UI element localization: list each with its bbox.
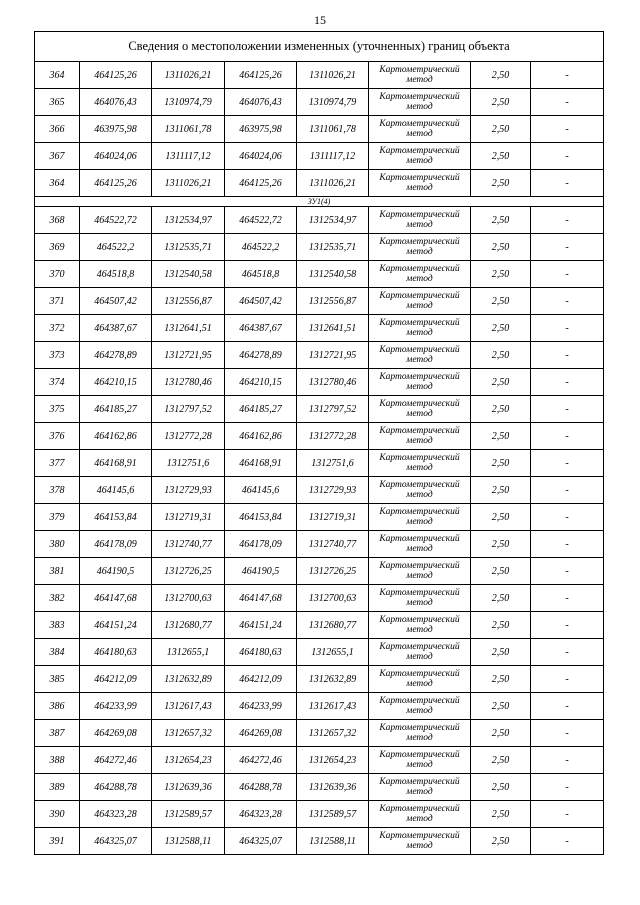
- accuracy-cell: 2,50: [471, 116, 531, 143]
- x-refined-cell: 464522,2: [225, 234, 297, 261]
- table-row: [35, 170, 604, 197]
- accuracy-cell: 2,50: [471, 747, 531, 774]
- table-row: [35, 585, 604, 612]
- boundary-coordinates-table-wrap: [34, 31, 603, 855]
- accuracy-cell: 2,50: [471, 477, 531, 504]
- table-row: [35, 396, 604, 423]
- note-cell: -: [531, 477, 604, 504]
- table-row: [35, 558, 604, 585]
- note-cell: -: [531, 143, 604, 170]
- determination-method-cell: Картометрический метод: [369, 720, 471, 747]
- table-row: [35, 423, 604, 450]
- note-cell: -: [531, 747, 604, 774]
- y-existing-cell: 1312700,63: [152, 585, 225, 612]
- accuracy-cell: 2,50: [471, 693, 531, 720]
- point-number-cell: 388: [35, 747, 80, 774]
- determination-method-cell: Картометрический метод: [369, 288, 471, 315]
- x-existing-cell: 464278,89: [80, 342, 152, 369]
- y-refined-cell: 1312556,87: [297, 288, 369, 315]
- accuracy-cell: 2,50: [471, 369, 531, 396]
- x-existing-cell: 464168,91: [80, 450, 152, 477]
- point-number-cell: 381: [35, 558, 80, 585]
- note-cell: -: [531, 288, 604, 315]
- x-refined-cell: 464323,28: [225, 801, 297, 828]
- x-existing-cell: 464233,99: [80, 693, 152, 720]
- x-existing-cell: 464190,5: [80, 558, 152, 585]
- table-row: [35, 288, 604, 315]
- y-refined-cell: 1312721,95: [297, 342, 369, 369]
- point-number-cell: 379: [35, 504, 80, 531]
- y-existing-cell: 1312632,89: [152, 666, 225, 693]
- y-refined-cell: 1311026,21: [297, 62, 369, 89]
- y-refined-cell: 1312639,36: [297, 774, 369, 801]
- y-existing-cell: 1312657,32: [152, 720, 225, 747]
- y-refined-cell: 1312726,25: [297, 558, 369, 585]
- accuracy-cell: 2,50: [471, 558, 531, 585]
- y-refined-cell: 1312641,51: [297, 315, 369, 342]
- note-cell: -: [531, 828, 604, 855]
- note-cell: -: [531, 315, 604, 342]
- table-row: [35, 369, 604, 396]
- y-existing-cell: 1312797,52: [152, 396, 225, 423]
- section-label: ЗУ1(4): [35, 197, 604, 207]
- x-refined-cell: 464151,24: [225, 612, 297, 639]
- y-existing-cell: 1312721,95: [152, 342, 225, 369]
- x-refined-cell: 464190,5: [225, 558, 297, 585]
- table-row: [35, 234, 604, 261]
- table-row: [35, 720, 604, 747]
- table-row: [35, 531, 604, 558]
- y-refined-cell: 1312617,43: [297, 693, 369, 720]
- y-existing-cell: 1312780,46: [152, 369, 225, 396]
- table-row: [35, 450, 604, 477]
- x-refined-cell: 464522,72: [225, 207, 297, 234]
- x-existing-cell: 464178,09: [80, 531, 152, 558]
- determination-method-cell: Картометрический метод: [369, 170, 471, 197]
- y-existing-cell: 1312719,31: [152, 504, 225, 531]
- point-number-cell: 365: [35, 89, 80, 116]
- x-refined-cell: 464507,42: [225, 288, 297, 315]
- x-existing-cell: 463975,98: [80, 116, 152, 143]
- x-existing-cell: 464162,86: [80, 423, 152, 450]
- note-cell: -: [531, 558, 604, 585]
- x-existing-cell: 464387,67: [80, 315, 152, 342]
- note-cell: -: [531, 531, 604, 558]
- note-cell: -: [531, 207, 604, 234]
- table-row: [35, 261, 604, 288]
- determination-method-cell: Картометрический метод: [369, 62, 471, 89]
- point-number-cell: 385: [35, 666, 80, 693]
- note-cell: -: [531, 342, 604, 369]
- accuracy-cell: 2,50: [471, 639, 531, 666]
- y-existing-cell: 1312726,25: [152, 558, 225, 585]
- table-title-row: [35, 32, 604, 62]
- page-number: 15: [314, 13, 326, 27]
- point-number-cell: 378: [35, 477, 80, 504]
- determination-method-cell: Картометрический метод: [369, 89, 471, 116]
- accuracy-cell: 2,50: [471, 342, 531, 369]
- x-refined-cell: 464180,63: [225, 639, 297, 666]
- y-existing-cell: 1312589,57: [152, 801, 225, 828]
- x-existing-cell: 464272,46: [80, 747, 152, 774]
- x-refined-cell: 464325,07: [225, 828, 297, 855]
- x-existing-cell: 464153,84: [80, 504, 152, 531]
- determination-method-cell: Картометрический метод: [369, 531, 471, 558]
- x-existing-cell: 464147,68: [80, 585, 152, 612]
- determination-method-cell: Картометрический метод: [369, 261, 471, 288]
- note-cell: -: [531, 62, 604, 89]
- y-refined-cell: 1312780,46: [297, 369, 369, 396]
- x-refined-cell: 464518,8: [225, 261, 297, 288]
- table-row: [35, 62, 604, 89]
- accuracy-cell: 2,50: [471, 234, 531, 261]
- point-number-cell: 386: [35, 693, 80, 720]
- x-refined-cell: 464272,46: [225, 747, 297, 774]
- x-refined-cell: 463975,98: [225, 116, 297, 143]
- point-number-cell: 380: [35, 531, 80, 558]
- point-number-cell: 375: [35, 396, 80, 423]
- accuracy-cell: 2,50: [471, 62, 531, 89]
- point-number-cell: 389: [35, 774, 80, 801]
- y-refined-cell: 1312654,23: [297, 747, 369, 774]
- y-refined-cell: 1312719,31: [297, 504, 369, 531]
- y-refined-cell: 1312797,52: [297, 396, 369, 423]
- table-row: [35, 315, 604, 342]
- point-number-cell: 376: [35, 423, 80, 450]
- note-cell: -: [531, 116, 604, 143]
- note-cell: -: [531, 396, 604, 423]
- y-refined-cell: 1310974,79: [297, 89, 369, 116]
- determination-method-cell: Картометрический метод: [369, 612, 471, 639]
- determination-method-cell: Картометрический метод: [369, 666, 471, 693]
- y-refined-cell: 1312700,63: [297, 585, 369, 612]
- point-number-cell: 391: [35, 828, 80, 855]
- y-existing-cell: 1312751,6: [152, 450, 225, 477]
- note-cell: -: [531, 504, 604, 531]
- y-existing-cell: 1312540,58: [152, 261, 225, 288]
- x-existing-cell: 464024,06: [80, 143, 152, 170]
- y-existing-cell: 1311117,12: [152, 143, 225, 170]
- note-cell: -: [531, 801, 604, 828]
- y-existing-cell: 1312772,28: [152, 423, 225, 450]
- x-existing-cell: 464125,26: [80, 170, 152, 197]
- point-number-cell: 367: [35, 143, 80, 170]
- point-number-cell: 371: [35, 288, 80, 315]
- y-existing-cell: 1311026,21: [152, 62, 225, 89]
- table-row: [35, 639, 604, 666]
- note-cell: -: [531, 261, 604, 288]
- point-number-cell: 382: [35, 585, 80, 612]
- boundary-coordinates-table: [34, 31, 604, 855]
- x-existing-cell: 464323,28: [80, 801, 152, 828]
- x-existing-cell: 464269,08: [80, 720, 152, 747]
- x-existing-cell: 464522,2: [80, 234, 152, 261]
- note-cell: -: [531, 639, 604, 666]
- table-row: [35, 828, 604, 855]
- accuracy-cell: 2,50: [471, 801, 531, 828]
- y-refined-cell: 1312588,11: [297, 828, 369, 855]
- accuracy-cell: 2,50: [471, 423, 531, 450]
- accuracy-cell: 2,50: [471, 315, 531, 342]
- accuracy-cell: 2,50: [471, 504, 531, 531]
- accuracy-cell: 2,50: [471, 261, 531, 288]
- y-existing-cell: 1312556,87: [152, 288, 225, 315]
- determination-method-cell: Картометрический метод: [369, 558, 471, 585]
- determination-method-cell: Картометрический метод: [369, 477, 471, 504]
- note-cell: -: [531, 369, 604, 396]
- x-existing-cell: 464125,26: [80, 62, 152, 89]
- x-refined-cell: 464147,68: [225, 585, 297, 612]
- x-existing-cell: 464518,8: [80, 261, 152, 288]
- table-row: [35, 747, 604, 774]
- y-refined-cell: 1312657,32: [297, 720, 369, 747]
- x-refined-cell: 464278,89: [225, 342, 297, 369]
- table-row: [35, 774, 604, 801]
- note-cell: -: [531, 666, 604, 693]
- accuracy-cell: 2,50: [471, 207, 531, 234]
- accuracy-cell: 2,50: [471, 828, 531, 855]
- x-existing-cell: 464185,27: [80, 396, 152, 423]
- y-existing-cell: 1312680,77: [152, 612, 225, 639]
- y-refined-cell: 1312740,77: [297, 531, 369, 558]
- section-row: [35, 197, 604, 207]
- accuracy-cell: 2,50: [471, 531, 531, 558]
- note-cell: -: [531, 450, 604, 477]
- y-existing-cell: 1312639,36: [152, 774, 225, 801]
- determination-method-cell: Картометрический метод: [369, 207, 471, 234]
- point-number-cell: 390: [35, 801, 80, 828]
- determination-method-cell: Картометрический метод: [369, 585, 471, 612]
- accuracy-cell: 2,50: [471, 396, 531, 423]
- point-number-cell: 383: [35, 612, 80, 639]
- x-existing-cell: 464076,43: [80, 89, 152, 116]
- determination-method-cell: Картометрический метод: [369, 342, 471, 369]
- determination-method-cell: Картометрический метод: [369, 504, 471, 531]
- y-refined-cell: 1312534,97: [297, 207, 369, 234]
- accuracy-cell: 2,50: [471, 450, 531, 477]
- x-refined-cell: 464168,91: [225, 450, 297, 477]
- x-existing-cell: 464288,78: [80, 774, 152, 801]
- note-cell: -: [531, 89, 604, 116]
- x-refined-cell: 464125,26: [225, 170, 297, 197]
- determination-method-cell: Картометрический метод: [369, 369, 471, 396]
- point-number-cell: 377: [35, 450, 80, 477]
- y-refined-cell: 1312535,71: [297, 234, 369, 261]
- y-refined-cell: 1312589,57: [297, 801, 369, 828]
- y-refined-cell: 1312751,6: [297, 450, 369, 477]
- point-number-cell: 370: [35, 261, 80, 288]
- table-row: [35, 666, 604, 693]
- determination-method-cell: Картометрический метод: [369, 828, 471, 855]
- x-refined-cell: 464288,78: [225, 774, 297, 801]
- accuracy-cell: 2,50: [471, 612, 531, 639]
- note-cell: -: [531, 234, 604, 261]
- point-number-cell: 366: [35, 116, 80, 143]
- table-row: [35, 504, 604, 531]
- accuracy-cell: 2,50: [471, 170, 531, 197]
- table-row: [35, 89, 604, 116]
- point-number-cell: 387: [35, 720, 80, 747]
- x-refined-cell: 464269,08: [225, 720, 297, 747]
- determination-method-cell: Картометрический метод: [369, 450, 471, 477]
- accuracy-cell: 2,50: [471, 89, 531, 116]
- y-existing-cell: 1312641,51: [152, 315, 225, 342]
- y-refined-cell: 1312655,1: [297, 639, 369, 666]
- determination-method-cell: Картометрический метод: [369, 801, 471, 828]
- y-existing-cell: 1312654,23: [152, 747, 225, 774]
- point-number-cell: 364: [35, 170, 80, 197]
- table-row: [35, 612, 604, 639]
- determination-method-cell: Картометрический метод: [369, 143, 471, 170]
- note-cell: -: [531, 170, 604, 197]
- y-existing-cell: 1312617,43: [152, 693, 225, 720]
- note-cell: -: [531, 585, 604, 612]
- x-refined-cell: 464076,43: [225, 89, 297, 116]
- point-number-cell: 368: [35, 207, 80, 234]
- x-existing-cell: 464325,07: [80, 828, 152, 855]
- y-existing-cell: 1312534,97: [152, 207, 225, 234]
- accuracy-cell: 2,50: [471, 774, 531, 801]
- accuracy-cell: 2,50: [471, 143, 531, 170]
- x-existing-cell: 464180,63: [80, 639, 152, 666]
- x-refined-cell: 464185,27: [225, 396, 297, 423]
- x-refined-cell: 464024,06: [225, 143, 297, 170]
- x-refined-cell: 464153,84: [225, 504, 297, 531]
- point-number-cell: 374: [35, 369, 80, 396]
- point-number-cell: 373: [35, 342, 80, 369]
- point-number-cell: 372: [35, 315, 80, 342]
- accuracy-cell: 2,50: [471, 288, 531, 315]
- x-existing-cell: 464210,15: [80, 369, 152, 396]
- note-cell: -: [531, 423, 604, 450]
- accuracy-cell: 2,50: [471, 720, 531, 747]
- determination-method-cell: Картометрический метод: [369, 693, 471, 720]
- y-existing-cell: 1312729,93: [152, 477, 225, 504]
- y-existing-cell: 1312655,1: [152, 639, 225, 666]
- point-number-cell: 364: [35, 62, 80, 89]
- table-row: [35, 477, 604, 504]
- x-refined-cell: 464212,09: [225, 666, 297, 693]
- note-cell: -: [531, 612, 604, 639]
- table-row: [35, 116, 604, 143]
- determination-method-cell: Картометрический метод: [369, 423, 471, 450]
- x-refined-cell: 464125,26: [225, 62, 297, 89]
- x-refined-cell: 464210,15: [225, 369, 297, 396]
- y-refined-cell: 1312632,89: [297, 666, 369, 693]
- determination-method-cell: Картометрический метод: [369, 396, 471, 423]
- x-refined-cell: 464162,86: [225, 423, 297, 450]
- note-cell: -: [531, 693, 604, 720]
- x-existing-cell: 464507,42: [80, 288, 152, 315]
- table-row: [35, 143, 604, 170]
- accuracy-cell: 2,50: [471, 666, 531, 693]
- determination-method-cell: Картометрический метод: [369, 315, 471, 342]
- table-title: Сведения о местоположении измененных (уточненных) границ объекта: [35, 32, 604, 62]
- determination-method-cell: Картометрический метод: [369, 639, 471, 666]
- y-refined-cell: 1311117,12: [297, 143, 369, 170]
- accuracy-cell: 2,50: [471, 585, 531, 612]
- y-refined-cell: 1312772,28: [297, 423, 369, 450]
- table-row: [35, 207, 604, 234]
- x-refined-cell: 464387,67: [225, 315, 297, 342]
- y-existing-cell: 1311026,21: [152, 170, 225, 197]
- y-refined-cell: 1311026,21: [297, 170, 369, 197]
- table-body: [35, 32, 604, 855]
- y-refined-cell: 1312729,93: [297, 477, 369, 504]
- y-refined-cell: 1312680,77: [297, 612, 369, 639]
- x-existing-cell: 464151,24: [80, 612, 152, 639]
- table-row: [35, 693, 604, 720]
- y-refined-cell: 1312540,58: [297, 261, 369, 288]
- x-existing-cell: 464212,09: [80, 666, 152, 693]
- y-existing-cell: 1312588,11: [152, 828, 225, 855]
- y-existing-cell: 1312535,71: [152, 234, 225, 261]
- y-refined-cell: 1311061,78: [297, 116, 369, 143]
- y-existing-cell: 1310974,79: [152, 89, 225, 116]
- y-existing-cell: 1312740,77: [152, 531, 225, 558]
- determination-method-cell: Картометрический метод: [369, 116, 471, 143]
- table-row: [35, 342, 604, 369]
- determination-method-cell: Картометрический метод: [369, 747, 471, 774]
- table-row: [35, 801, 604, 828]
- note-cell: -: [531, 720, 604, 747]
- point-number-cell: 384: [35, 639, 80, 666]
- x-refined-cell: 464178,09: [225, 531, 297, 558]
- x-refined-cell: 464145,6: [225, 477, 297, 504]
- x-refined-cell: 464233,99: [225, 693, 297, 720]
- x-existing-cell: 464145,6: [80, 477, 152, 504]
- note-cell: -: [531, 774, 604, 801]
- y-existing-cell: 1311061,78: [152, 116, 225, 143]
- x-existing-cell: 464522,72: [80, 207, 152, 234]
- point-number-cell: 369: [35, 234, 80, 261]
- determination-method-cell: Картометрический метод: [369, 234, 471, 261]
- determination-method-cell: Картометрический метод: [369, 774, 471, 801]
